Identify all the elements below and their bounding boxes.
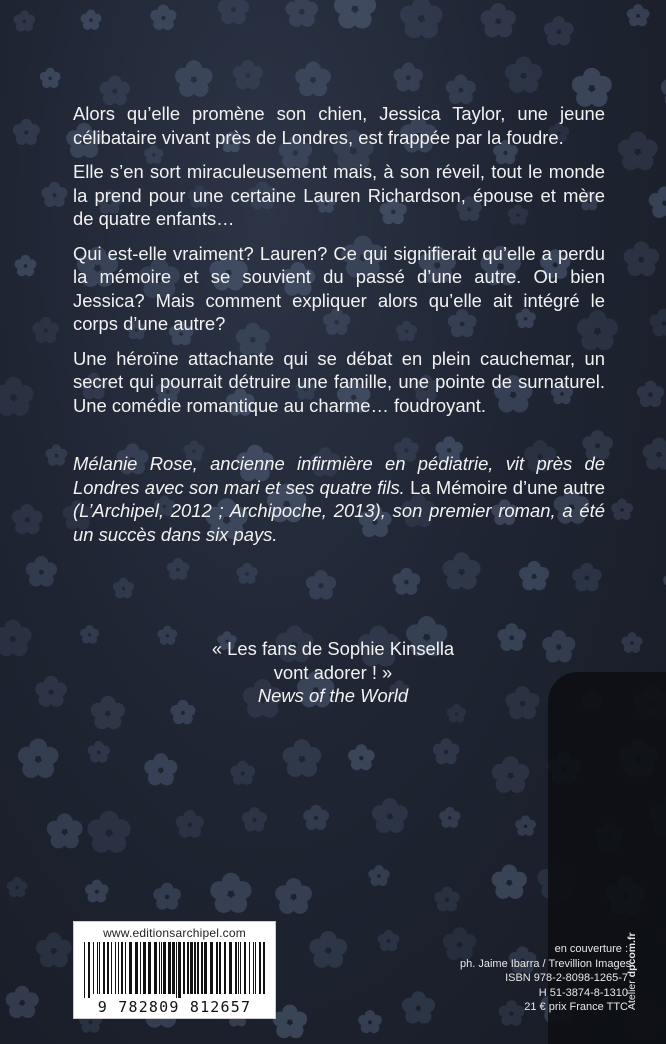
barcode-bar bbox=[111, 942, 112, 994]
flower-motif bbox=[218, 0, 249, 24]
flower-motif bbox=[0, 377, 33, 416]
synopsis-paragraph-2: Elle s’en sort miraculeusement mais, à son réveil, tout le monde la prend pour une certaine Lauren Richardson, épouse et mère de quatre enfants… bbox=[73, 161, 605, 229]
barcode-icon bbox=[82, 942, 269, 998]
barcode-bar bbox=[93, 942, 94, 994]
barcode-bar bbox=[159, 942, 160, 994]
barcode-bar bbox=[240, 942, 241, 994]
flower-motif bbox=[273, 1005, 308, 1039]
barcode-bar bbox=[255, 942, 256, 994]
barcode-bar bbox=[84, 942, 85, 998]
flower-motif bbox=[611, 499, 633, 520]
flower-motif bbox=[348, 744, 375, 770]
barcode-bar bbox=[143, 942, 146, 994]
barcode-bar bbox=[259, 942, 261, 994]
barcode-bar bbox=[194, 942, 196, 994]
press-quote-source: News of the World bbox=[257, 685, 409, 706]
flower-motif bbox=[368, 865, 389, 886]
barcode-bar bbox=[197, 942, 199, 994]
barcode-bar bbox=[216, 942, 218, 994]
synopsis-paragraph-4: Une héroïne attachante qui se débat en plein cauchemar, un secret qui pourrait détruire une famille, une pointe de surnaturel. Une comédie romantique au charme… foudroyant. bbox=[73, 347, 605, 416]
barcode-bar bbox=[140, 942, 141, 994]
flower-motif bbox=[650, 309, 666, 337]
barcode-bar bbox=[107, 942, 109, 994]
barcode-bar bbox=[176, 942, 177, 998]
credits-cover-label: en couverture : bbox=[554, 943, 628, 955]
flower-motif bbox=[443, 552, 481, 589]
barcode-bar bbox=[183, 942, 185, 994]
barcode-bar bbox=[148, 942, 151, 994]
barcode-bar bbox=[168, 942, 171, 994]
barcode-bar bbox=[178, 942, 181, 998]
flower-motif bbox=[309, 931, 347, 968]
flower-motif bbox=[306, 570, 336, 599]
credits-code: H 51-3874-8-1310 bbox=[538, 986, 628, 999]
flower-motif bbox=[295, 62, 331, 97]
flower-motif bbox=[481, 3, 516, 37]
barcode-bar bbox=[244, 942, 246, 994]
author-bio-book-title: La Mémoire d’une autre bbox=[404, 476, 606, 498]
barcode-bar bbox=[229, 942, 232, 994]
barcode-bar bbox=[219, 942, 221, 994]
flower-motif bbox=[283, 739, 322, 777]
flower-motif bbox=[618, 131, 658, 170]
flower-motif bbox=[175, 60, 213, 97]
flower-motif bbox=[167, 558, 190, 580]
flower-motif bbox=[88, 741, 110, 763]
barcode-bar bbox=[224, 942, 226, 994]
flower-motif bbox=[515, 815, 536, 835]
author-bio bbox=[73, 452, 605, 546]
flower-motif bbox=[6, 986, 39, 1018]
barcode-bar bbox=[204, 942, 207, 994]
flower-motif bbox=[377, 930, 399, 951]
flower-motif bbox=[492, 756, 530, 793]
flower-motif bbox=[643, 438, 666, 470]
atelier-credit bbox=[626, 932, 638, 1010]
flower-motif bbox=[150, 4, 176, 29]
flower-motif bbox=[661, 71, 666, 107]
flower-motif bbox=[433, 738, 460, 764]
barcode-bar bbox=[172, 942, 175, 994]
flower-motif bbox=[18, 738, 59, 777]
barcode-label bbox=[73, 921, 276, 1019]
barcode-bar bbox=[118, 942, 119, 994]
flower-motif bbox=[14, 10, 36, 31]
flower-motif bbox=[400, 0, 442, 38]
flower-motif bbox=[372, 798, 408, 833]
barcode-bar bbox=[115, 942, 116, 994]
author-bio-part-2: (L’Archipel, 2012 ; Archipoche, 2013), son premier roman, a été un succès dans six pays. bbox=[73, 500, 605, 545]
barcode-number: 9 782809 812657 bbox=[97, 998, 252, 1016]
flower-motif bbox=[334, 0, 376, 29]
synopsis-paragraph-1: Alors qu’elle promène son chien, Jessica Taylor, une jeune célibataire vivant près de Londres, est frappée par la foudre. bbox=[73, 103, 605, 148]
barcode-bar bbox=[187, 942, 189, 994]
flower-motif bbox=[176, 810, 204, 838]
press-quote-line-2: vont adorer ! » bbox=[273, 661, 393, 683]
barcode-bar bbox=[99, 942, 100, 994]
flower-motif bbox=[40, 68, 61, 88]
synopsis bbox=[73, 102, 605, 428]
press-quote bbox=[0, 637, 666, 708]
flower-motif bbox=[14, 255, 36, 276]
flower-motif bbox=[492, 865, 527, 899]
flower-motif bbox=[242, 807, 267, 831]
flower-motif bbox=[275, 878, 312, 914]
barcode-bar bbox=[253, 942, 254, 994]
barcode-bar bbox=[129, 942, 132, 994]
flower-motif bbox=[637, 381, 664, 408]
flower-motif bbox=[649, 186, 666, 218]
barcode-bar bbox=[201, 942, 203, 994]
flower-motif bbox=[402, 991, 435, 1023]
flower-motif bbox=[12, 504, 43, 534]
credits-photo: ph. Jaime Ibarra / Trevillion Images bbox=[460, 957, 632, 970]
publisher-url: www.editionsarchipel.com bbox=[103, 926, 246, 940]
barcode-bar bbox=[161, 942, 162, 994]
flower-motif bbox=[85, 880, 109, 903]
flower-motif bbox=[233, 60, 263, 89]
barcode-bar bbox=[249, 942, 250, 994]
flower-motif bbox=[624, 241, 660, 276]
barcode-bar bbox=[210, 942, 213, 994]
barcode-bar bbox=[88, 942, 90, 998]
press-quote-line-1: « Les fans de Sophie Kinsella bbox=[211, 638, 455, 659]
barcode-bar bbox=[238, 942, 239, 994]
flower-motif bbox=[210, 873, 251, 913]
flower-motif bbox=[572, 68, 612, 107]
flower-motif bbox=[47, 813, 83, 848]
flower-motif bbox=[303, 805, 329, 830]
flower-motif bbox=[26, 556, 57, 586]
flower-motif bbox=[230, 761, 255, 785]
credits-isbn: ISBN 978-2-8098-1265-7 bbox=[505, 972, 628, 984]
flower-motif bbox=[87, 811, 130, 853]
flower-motif bbox=[544, 16, 574, 45]
flower-motif bbox=[393, 568, 421, 595]
barcode-bar bbox=[235, 942, 237, 994]
flower-motif bbox=[393, 63, 423, 92]
barcode-bar bbox=[125, 942, 126, 994]
flower-motif bbox=[36, 933, 72, 968]
author-bio-part-1: Mélanie Rose, ancienne infirmière en pédiatrie, vit près de Londres avec son mari et ses quatre fils. bbox=[73, 453, 605, 498]
flower-motif bbox=[446, 75, 476, 104]
flower-motif bbox=[42, 182, 68, 207]
flower-motif bbox=[434, 886, 460, 911]
barcode-bar bbox=[97, 942, 98, 994]
flower-motif bbox=[505, 57, 542, 93]
barcode-bar bbox=[103, 942, 105, 994]
barcode-bar bbox=[163, 942, 166, 994]
flower-motif bbox=[144, 753, 177, 785]
flower-motif bbox=[572, 563, 601, 592]
atelier-name: dpcom.fr bbox=[626, 932, 638, 978]
synopsis-paragraph-3: Qui est-elle vraiment? Lauren? Ce qui signifierait qu’elle a perdu la mémoire et se souvient du passé d’une autre. Ou bien Jessica? Mais comment expliquer alors qu’elle ait intégré le corps d’une autre? bbox=[73, 242, 605, 334]
flower-motif bbox=[81, 9, 102, 29]
flower-motif bbox=[627, 4, 650, 26]
flower-motif bbox=[285, 0, 318, 27]
barcode-bar bbox=[190, 942, 193, 994]
flower-motif bbox=[7, 877, 28, 897]
flower-motif bbox=[236, 563, 257, 584]
credits-price: 21 € prix France TTC bbox=[524, 1001, 628, 1013]
flower-motif bbox=[439, 807, 460, 828]
flower-motif bbox=[32, 317, 59, 343]
barcode-bar bbox=[121, 942, 123, 994]
flower-motif bbox=[358, 1010, 382, 1033]
atelier-prefix: Atelier bbox=[626, 977, 638, 1010]
flower-motif bbox=[153, 883, 181, 910]
flower-motif bbox=[100, 76, 130, 106]
flower-motif bbox=[113, 578, 134, 599]
flower-motif bbox=[45, 444, 67, 465]
flower-motif bbox=[13, 119, 40, 145]
barcode-bar bbox=[135, 942, 138, 994]
flower-motif bbox=[519, 561, 549, 590]
barcode-bar bbox=[263, 942, 265, 994]
barcode-bar bbox=[154, 942, 157, 994]
